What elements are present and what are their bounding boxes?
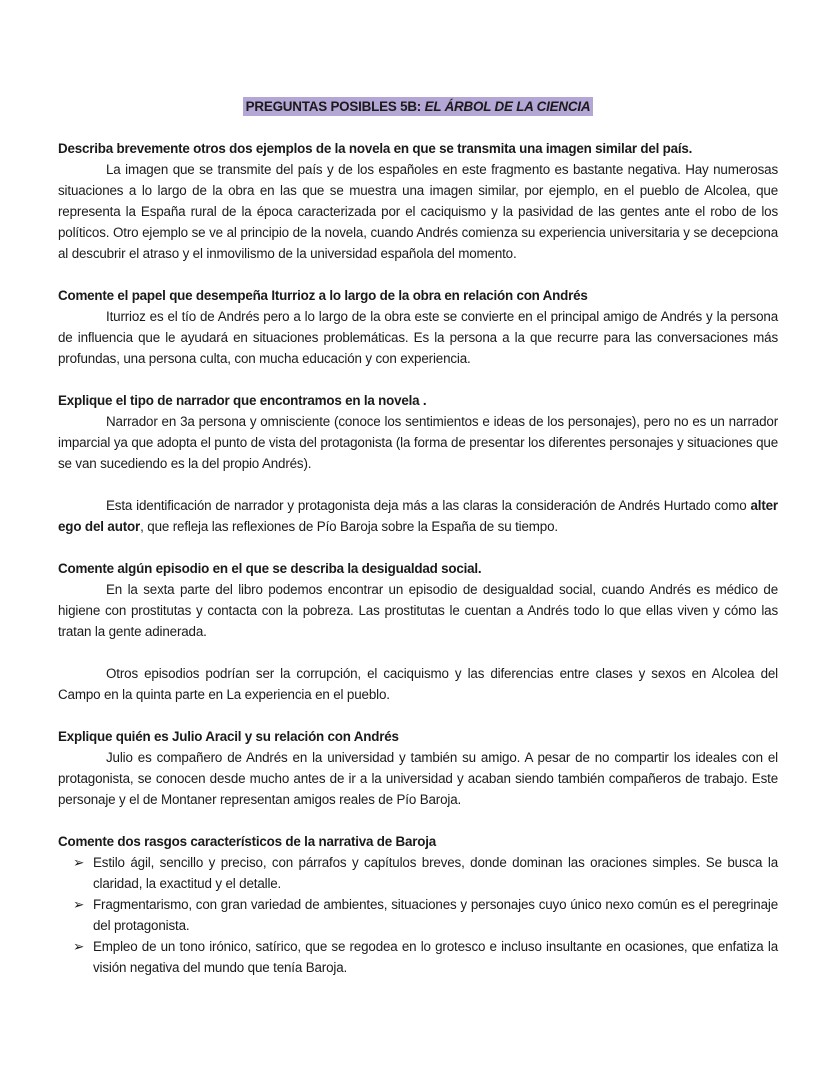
list-item-text: Empleo de un tono irónico, satírico, que se regodea en lo grotesco e incluso insultante en ocasiones, que enfatiza la visión negativa del mundo que tenía Baroja. xyxy=(93,939,778,975)
question-heading: Comente el papel que desempeña Iturrioz a lo largo de la obra en relación con Andrés xyxy=(58,288,588,303)
answer-paragraph: Otros episodios podrían ser la corrupción, el caciquismo y las diferencias entre clases y sexos en Alcolea del Campo en la quinta parte en La experiencia en el pueblo. xyxy=(58,666,778,702)
list-item xyxy=(58,852,778,894)
arrow-bullet-icon: ➢ xyxy=(73,897,85,912)
document-title xyxy=(243,97,594,116)
arrow-bullet-icon: ➢ xyxy=(73,855,85,870)
list-item-text: Estilo ágil, sencillo y preciso, con párrafos y capítulos breves, donde dominan las oraciones simples. Se busca la claridad, la exactitud y el detalle. xyxy=(93,855,778,891)
question-heading: Comente dos rasgos característicos de la narrativa de Baroja xyxy=(58,834,436,849)
bullet-list xyxy=(58,852,778,978)
answer-paragraph: Narrador en 3a persona y omnisciente (conoce los sentimientos e ideas de los personajes), pero no es un narrador imparcial ya que adopta el punto de vista del protagonista (la forma de presentar los diferentes personajes y situaciones que se van sucediendo es la del propio Andrés). xyxy=(58,414,778,471)
question-heading: Explique quién es Julio Aracil y su relación con Andrés xyxy=(58,729,399,744)
answer-paragraph: La imagen que se transmite del país y de los españoles en este fragmento es bastante negativa. Hay numerosas situaciones a lo largo de la obra en las que se muestra una imagen similar, por ejemplo, en el pueblo de Alcolea, que representa la España rural de la época caracterizada por el caciquismo y la pasividad de las gentes ante el robo de los políticos. Otro ejemplo se ve al principio de la novela, cuando Andrés comienza su experiencia universitaria y se decepciona al descubrir el atraso y el inmovilismo de la universidad española del momento. xyxy=(58,162,778,261)
arrow-bullet-icon: ➢ xyxy=(73,939,85,954)
text-span: , que refleja las reflexiones de Pío Baroja sobre la España de su tiempo. xyxy=(140,519,558,534)
title-book: EL ÁRBOL DE LA CIENCIA xyxy=(424,99,591,114)
question-heading: Explique el tipo de narrador que encontramos en la novela . xyxy=(58,393,427,408)
answer-paragraph: Julio es compañero de Andrés en la universidad y también su amigo. A pesar de no compartir los ideales con el protagonista, se conocen desde mucho antes de ir a la universidad y acaban siendo también compañeros de trabajo. Este personaje y el de Montaner representan amigos reales de Pío Baroja. xyxy=(58,750,778,807)
answer-paragraph: Iturrioz es el tío de Andrés pero a lo largo de la obra este se convierte en el principal amigo de Andrés y la persona de influencia que le ayudará en situaciones problemáticas. Es la persona a la que recurre para las conversaciones más profundas, una persona culta, con mucha educación y con experiencia. xyxy=(58,309,778,366)
bold-text: alter ego del autor xyxy=(58,498,778,534)
answer-paragraph xyxy=(58,495,778,537)
list-item-text: Fragmentarismo, con gran variedad de ambientes, situaciones y personajes cuyo único nexo común es el peregrinaje del protagonista. xyxy=(93,897,778,933)
title-prefix: PREGUNTAS POSIBLES 5B: xyxy=(245,99,425,114)
list-item xyxy=(58,936,778,978)
title-row xyxy=(58,96,778,117)
question-heading: Describa brevemente otros dos ejemplos de la novela en que se transmita una imagen similar del país. xyxy=(58,141,693,156)
text-span: Esta identificación de narrador y protagonista deja más a las claras la consideración de Andrés Hurtado como xyxy=(106,498,751,513)
answer-paragraph: En la sexta parte del libro podemos encontrar un episodio de desigualdad social, cuando Andrés es médico de higiene con prostitutas y contacta con la pobreza. Las prostitutas le cuentan a Andrés todo lo que ellas viven y cómo las tratan la gente adinerada. xyxy=(58,582,778,639)
question-heading: Comente algún episodio en el que se describa la desigualdad social. xyxy=(58,561,482,576)
document-page xyxy=(58,96,778,978)
list-item xyxy=(58,894,778,936)
